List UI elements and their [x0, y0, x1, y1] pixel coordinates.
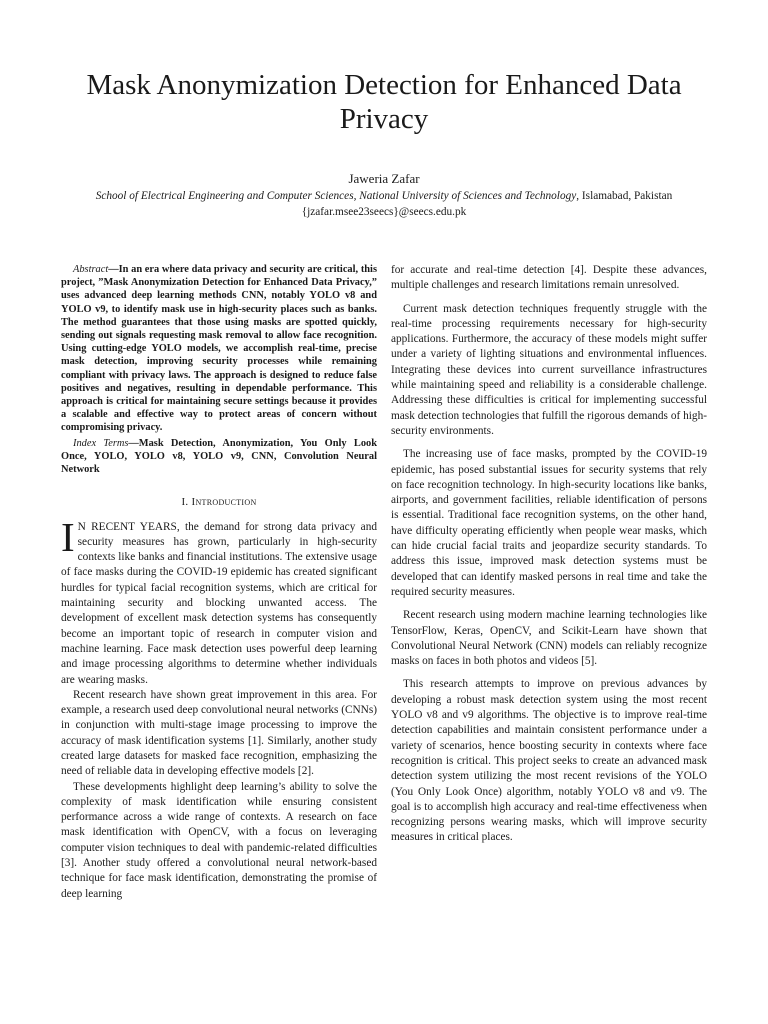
- affiliation: [20, 188, 748, 220]
- abstract-text: —In an era where data privacy and security are critical, this project, ”Mask Anonymization Detection for Enhanced Data Privacy,” uses advanced deep learning methods CNN, notably YOLO v8 and YOLO v9, to identify mask use in high-security places such as banks. The method guarantees that those using masks are spotted quickly, sending out signals requesting mask removal to allow face recognition. Using cutting-edge YOLO models, we accomplish real-time, precise mask detection, improving security processes while remaining compliant with privacy laws. The approach is designed to reduce false positives and negatives, resulting in dependable performance. This approach is critical for maintaining secure settings because it provides a scalable and effective way to protect areas of concern without compromising privacy.: [61, 264, 377, 434]
- section-title: Introduction: [191, 496, 257, 509]
- intro-paragraph-3: These developments highlight deep learning’s ability to solve the complexity of mask identification while ensuring consistent performance across a wide range of contexts. A research on face mask identification with OpenCV, with a focus on leveraging computer vision techniques to deal with pandemic-related difficulties [3]. Another study offered a convolutional neural network-based technique for face mask identification, demonstrating the promise of deep learning: [61, 780, 377, 900]
- index-terms: [61, 437, 377, 477]
- intro-lead-caps: N RECENT YEARS,: [77, 520, 180, 533]
- intro-paragraph-2: Recent research have shown great improvement in this area. For example, a research used deep convolutional neural networks (CNNs) in conjunction with multi-stage image processing to improve the accuracy of mask identification systems [1]. Similarly, another study created large datasets for masked face recognition, emphasizing the need of reliable data in developing effective models [2].: [61, 688, 377, 778]
- intro-paragraph-3-continued: for accurate and real-time detection [4]. Despite these advances, multiple challenges and research limitations remain unresolved.: [391, 264, 707, 292]
- intro-paragraph-1-text: the demand for strong data privacy and security measures has grown, particularly in high-security contexts like banks and financial institutions. The extensive usage of face masks during the COVID-19 epidemic has created significant hurdles for typical facial recognition systems, which are critical for maintaining security and blocking unwanted access. The development of excellent mask detection systems has consequently become an important topic of research in computer vision and machine learning. Face mask detection uses powerful deep learning and image processing algorithms to determine whether individuals are wearing masks.: [61, 520, 377, 686]
- index-terms-label: Index Terms: [73, 437, 129, 449]
- abstract-label: Abstract: [73, 264, 109, 275]
- author-email: {jzafar.msee23seecs}@seecs.edu.pk: [301, 206, 467, 218]
- intro-paragraph-7: This research attempts to improve on previous advances by developing a robust mask detection system using the most recent YOLO v8 and v9 algorithms. The objective is to improve real-time detection capabilities and maintain consistent performance under a variety of scenarios, hence boosting security in contexts where face recognition is critical. This project seeks to create an advanced mask detection system utilizing the most recent revisions of the YOLO (You Only Look Once) algorithm, notably YOLO v8 and v9. The goal is to accomplish high accuracy and real-time effectiveness when recognizing persons wearing masks, which will improve security measures in critical places.: [391, 678, 707, 844]
- intro-paragraph-4: Current mask detection techniques frequently struggle with the real-time processing requirements necessary for high-security applications. Furthermore, the accuracy of these models might suffer under a variety of lighting situations and environmental influences. Integrating these devices into current surveillance infrastructures while maintaining speed and reliability is a considerable challenge. Addressing these difficulties is critical for implementing successful mask detection technologies that fulfill the rigorous demands of high-security environments.: [391, 302, 707, 437]
- section-heading: [61, 495, 377, 510]
- section-number: I.: [181, 496, 192, 509]
- drop-cap: I: [61, 513, 75, 560]
- index-terms-text: —Mask Detection, Anonymization, You Only Look Once, YOLO, YOLO v8, YOLO v9, CNN, Convolution Neural Network: [61, 437, 377, 476]
- left-column: [61, 263, 377, 902]
- intro-paragraph-6: Recent research using modern machine learning technologies like TensorFlow, Keras, OpenCV, and Scikit-Learn have shown that Convolutional Neural Network (CNN) models can reliably recognize masks on faces in both photos and videos [5].: [391, 609, 707, 668]
- author-name: Jaweria Zafar: [348, 171, 420, 186]
- affiliation-city: , Islamabad, Pakistan: [576, 190, 673, 202]
- right-column: [391, 263, 707, 846]
- paper-title: Mask Anonymization Detection for Enhanced Data Privacy: [86, 69, 682, 135]
- abstract: [61, 263, 377, 435]
- affiliation-institution: School of Electrical Engineering and Computer Sciences, National University of Sciences and Technology: [95, 190, 577, 202]
- intro-paragraph-1: [61, 513, 377, 688]
- intro-paragraph-5: The increasing use of face masks, prompted by the COVID-19 epidemic, has posed substantial issues for security systems that rely on face recognition technology. In high-security locations like banks, airports, and government facilities, reliable identification of persons is essential. Traditional face recognition systems, on the other hand, have difficulty operating efficiently when people wear masks, which can hide crucial facial traits and jeopardize security standards. To address this issue, improved mask detection systems must be developed that can identify masked persons in real time and take the required security measures.: [391, 448, 707, 598]
